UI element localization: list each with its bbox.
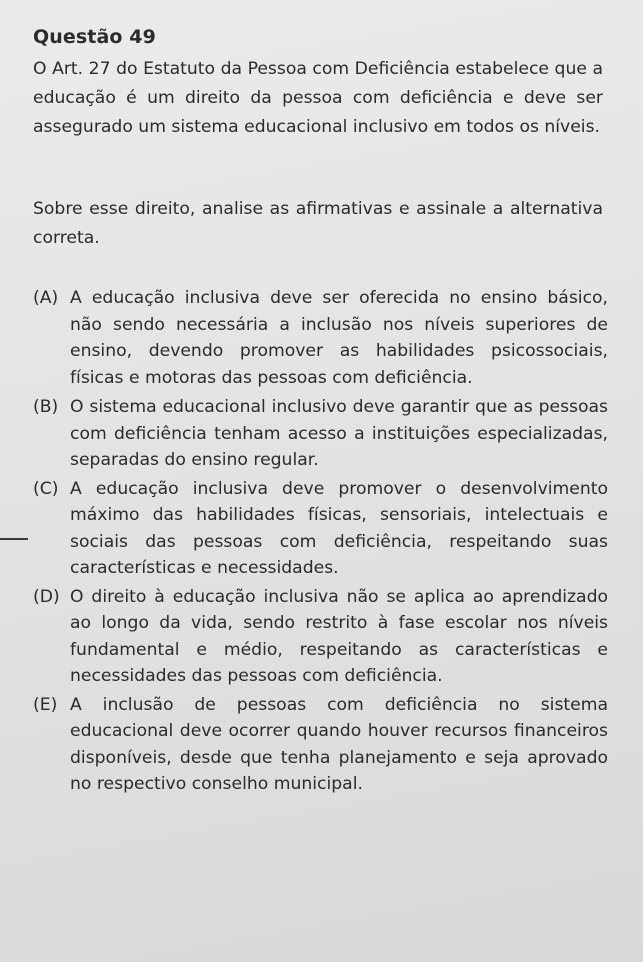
option-letter: (C) [33,478,59,499]
question-title: Questão 49 [33,26,156,48]
option-text: A inclusão de pessoas com deficiência no sistema educacional deve ocorrer quando houver recursos financeiros disponíveis, desde que tenha planejamento e seja aprovado no respectivo conselho municipal. [70,694,608,794]
option-letter: (A) [33,288,59,308]
option-text: A educação inclusiva deve promover o desenvolvimento máximo das habilidades físicas, sensoriais, intelectuais e sociais das pessoas com deficiência, respeitando suas características e necessidades. [70,478,608,578]
option-letter: (D) [33,586,60,607]
question-statement: O Art. 27 do Estatuto da Pessoa com Deficiência estabelece que a educação é um direito da pessoa com deficiência e deve ser assegurado um sistema educacional inclusivo em todos os níveis. [33,59,603,137]
question-instruction: Sobre esse direito, analise as afirmativas e assinale a alternativa correta. [33,199,603,248]
option-e[interactable] [33,692,608,798]
option-c[interactable] [33,476,608,582]
option-letter: (E) [33,694,58,715]
option-d[interactable] [33,584,608,690]
pen-mark [0,538,28,540]
option-b[interactable] [33,394,608,474]
answer-options [33,285,608,798]
option-text: O sistema educacional inclusivo deve garantir que as pessoas com deficiência tenham acesso a instituições especializadas, separadas do ensino regular. [70,397,608,470]
option-text: A educação inclusiva deve ser oferecida no ensino básico, não sendo necessária a inclusão nos níveis superiores de ensino, devendo promover as habilidades psicossociais, físicas e motoras das pessoas com deficiência. [70,288,608,388]
option-a[interactable] [33,285,608,391]
option-text: O direito à educação inclusiva não se aplica ao aprendizado ao longo da vida, sendo restrito à fase escolar nos níveis fundamental e médio, respeitando as características e necessidades das pessoas com deficiência. [70,586,608,686]
option-letter: (B) [33,397,59,417]
